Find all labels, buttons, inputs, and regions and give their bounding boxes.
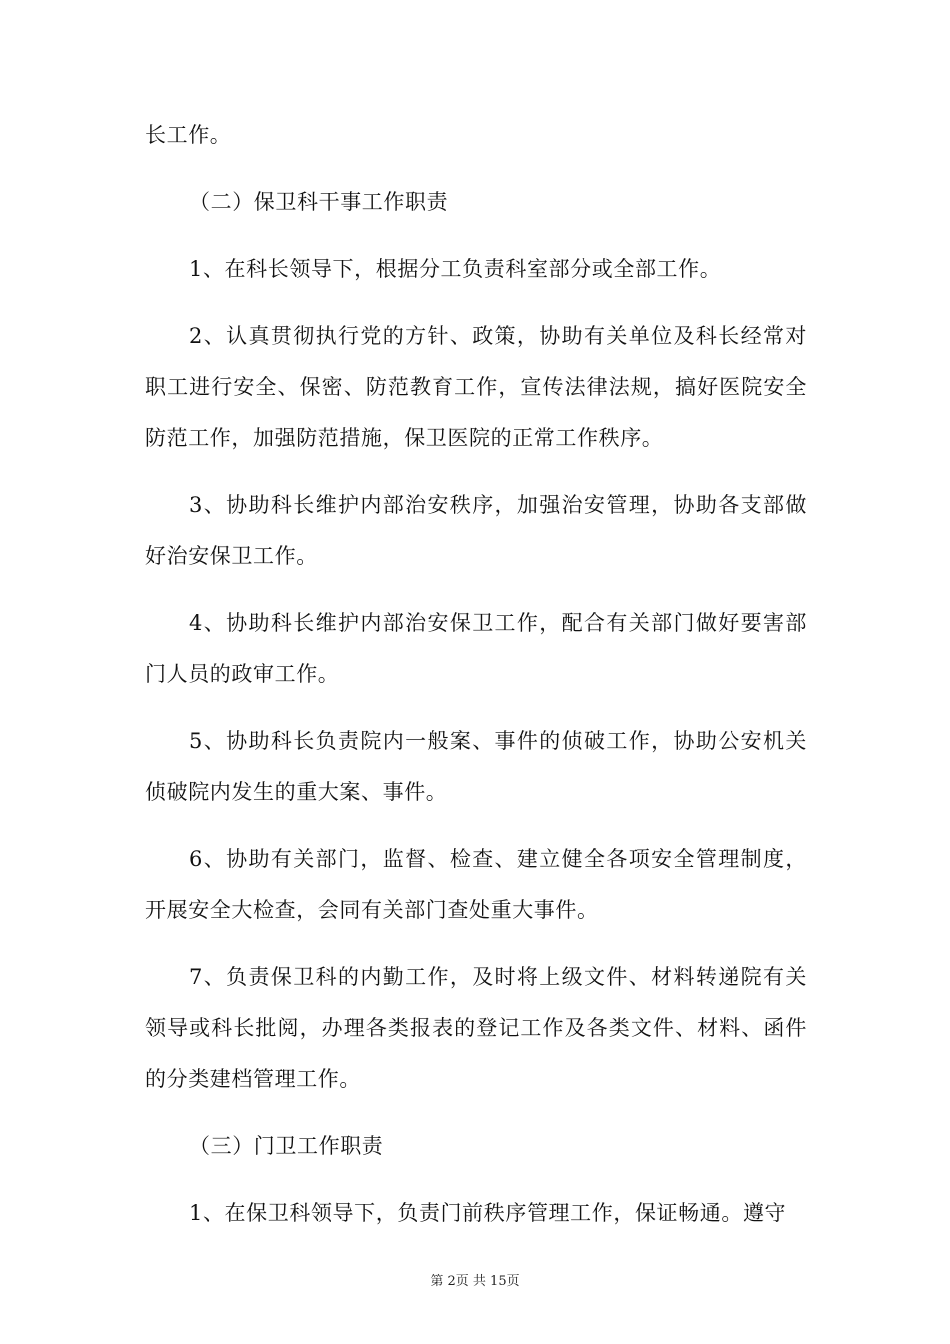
paragraph-item-7: 7、负责保卫科的内勤工作，及时将上级文件、材料转递院有关领导或科长批阅，办理各类报表的登记工作及各类文件、材料、函件的分类建档管理工作。	[145, 965, 807, 1091]
paragraph-gate-item-1: 1、在保卫科领导下，负责门前秩序管理工作，保证畅通。遵守	[189, 1201, 787, 1225]
section-heading-2: （二）保卫科干事工作职责	[189, 190, 449, 214]
paragraph-item-2: 2、认真贯彻执行党的方针、政策，协助有关单位及科长经常对职工进行安全、保密、防范教育工作，宣传法律法规，搞好医院安全防范工作，加强防范措施，保卫医院的正常工作秩序。	[145, 324, 807, 450]
paragraph-item-3: 3、协助科长维护内部治安秩序，加强治安管理，协助各支部做好治安保卫工作。	[145, 493, 807, 568]
document-body	[145, 110, 807, 1255]
page-footer: 第 2页 共 15页	[430, 1274, 520, 1289]
paragraph-item-6: 6、协助有关部门，监督、检查、建立健全各项安全管理制度，开展安全大检查，会同有关部门查处重大事件。	[145, 847, 807, 922]
section-heading-3: （三）门卫工作职责	[189, 1134, 384, 1158]
paragraph-item-1: 1、在科长领导下，根据分工负责科室部分或全部工作。	[189, 257, 722, 281]
paragraph-continuation: 长工作。	[145, 123, 232, 147]
paragraph-item-4: 4、协助科长维护内部治安保卫工作，配合有关部门做好要害部门人员的政审工作。	[145, 611, 807, 686]
paragraph-item-5: 5、协助科长负责院内一般案、事件的侦破工作，协助公安机关侦破院内发生的重大案、事件。	[145, 729, 807, 804]
